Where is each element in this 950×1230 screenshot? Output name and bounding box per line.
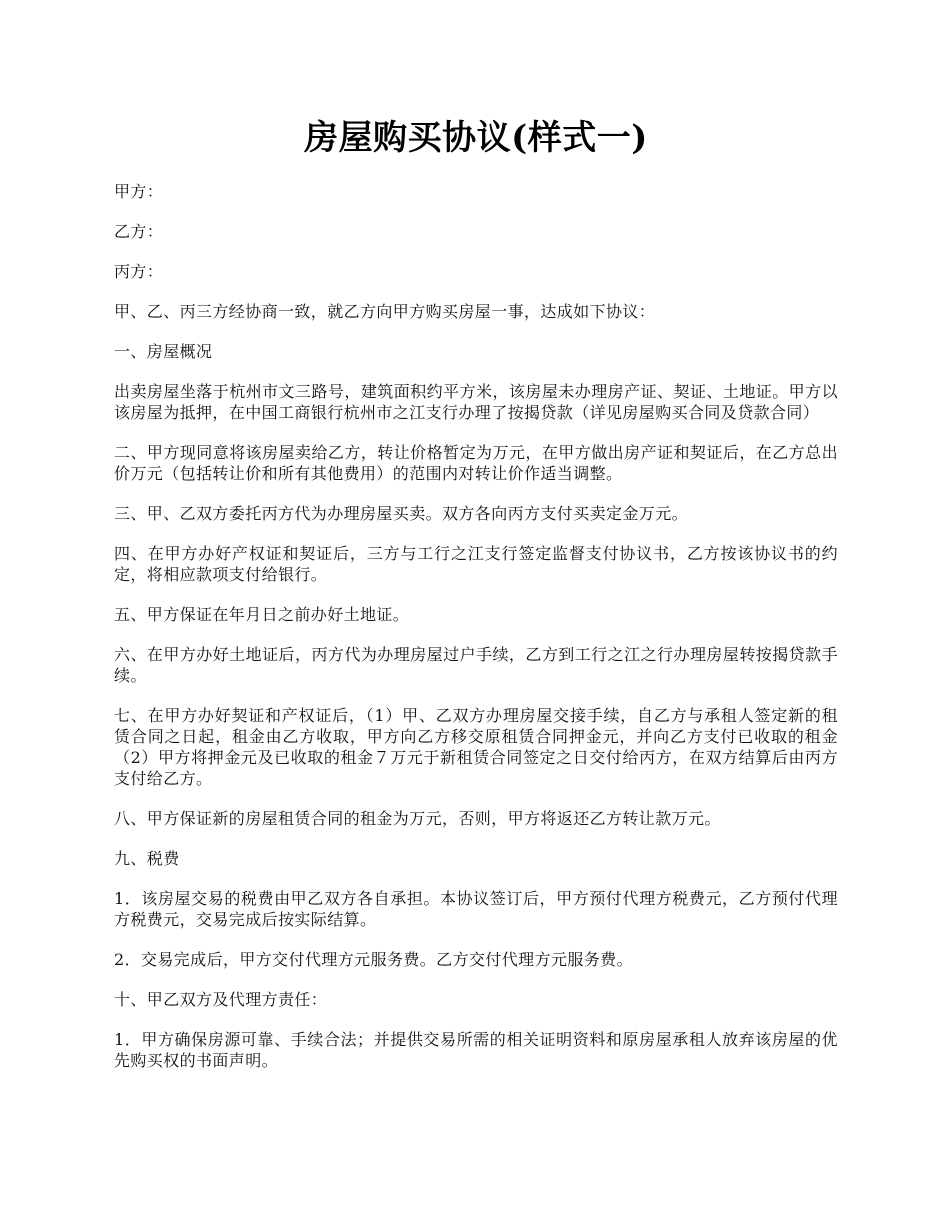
clause-paragraph: 三、甲、乙双方委托丙方代为办理房屋买卖。双方各向丙方支付买卖定金万元。 — [114, 504, 689, 523]
clause-paragraph: 七、在甲方办好契证和产权证后，（1）甲、乙双方办理房屋交接手续，自乙方与承租人签定新的租赁合同之日起，租金由乙方收取，甲方向乙方移交原租赁合同押金元，并向乙方支付已收取的租金（2）甲方将押金元及已收取的租金７万元于新租赁合同签定之日交付给丙方，在双方结算后由丙方支付给乙方。 — [114, 706, 838, 788]
preamble-paragraph: 甲、乙、丙三方经协商一致，就乙方向甲方购买房屋一事，达成如下协议： — [114, 302, 656, 321]
clause-paragraph: 1．甲方确保房源可靠、手续合法；并提供交易所需的相关证明资料和原房屋承租人放弃该房屋的优先购买权的书面声明。 — [114, 1030, 838, 1070]
party-c-line: 丙方： — [114, 262, 164, 281]
party-b-line: 乙方： — [114, 222, 164, 241]
party-a-line: 甲方： — [114, 182, 164, 201]
section-heading: 九、税费 — [114, 849, 180, 868]
clause-paragraph: 四、在甲方办好产权证和契证后，三方与工行之江支行签定监督支付协议书，乙方按该协议书的约定，将相应款项支付给银行。 — [114, 544, 838, 584]
clause-paragraph: 五、甲方保证在年月日之前办好土地证。 — [114, 605, 410, 624]
section-heading: 十、甲乙双方及代理方责任： — [114, 990, 328, 1009]
clause-paragraph: 1．该房屋交易的税费由甲乙双方各自承担。本协议签订后，甲方预付代理方税费元，乙方预付代理方税费元，交易完成后按实际结算。 — [114, 889, 838, 929]
clause-paragraph: 二、甲方现同意将该房屋卖给乙方，转让价格暂定为万元，在甲方做出房产证和契证后，在乙方总出价万元（包括转让价和所有其他费用）的范围内对转让价作适当调整。 — [114, 443, 838, 483]
document-title: 房屋购买协议(样式一) — [304, 118, 648, 158]
section-heading: 一、房屋概况 — [114, 342, 213, 361]
clause-paragraph: 2．交易完成后，甲方交付代理方元服务费。乙方交付代理方元服务费。 — [114, 950, 633, 969]
clause-paragraph: 八、甲方保证新的房屋租赁合同的租金为万元，否则，甲方将返还乙方转让款万元。 — [114, 809, 721, 828]
clause-paragraph: 出卖房屋坐落于杭州市文三路号，建筑面积约平方米，该房屋未办理房产证、契证、土地证。甲方以该房屋为抵押，在中国工商银行杭州市之江支行办理了按揭贷款（详见房屋购买合同及贷款合同） — [114, 382, 838, 422]
clause-paragraph: 六、在甲方办好土地证后，丙方代为办理房屋过户手续，乙方到工行之江之行办理房屋转按揭贷款手续。 — [114, 645, 838, 685]
document-body — [114, 181, 838, 1071]
